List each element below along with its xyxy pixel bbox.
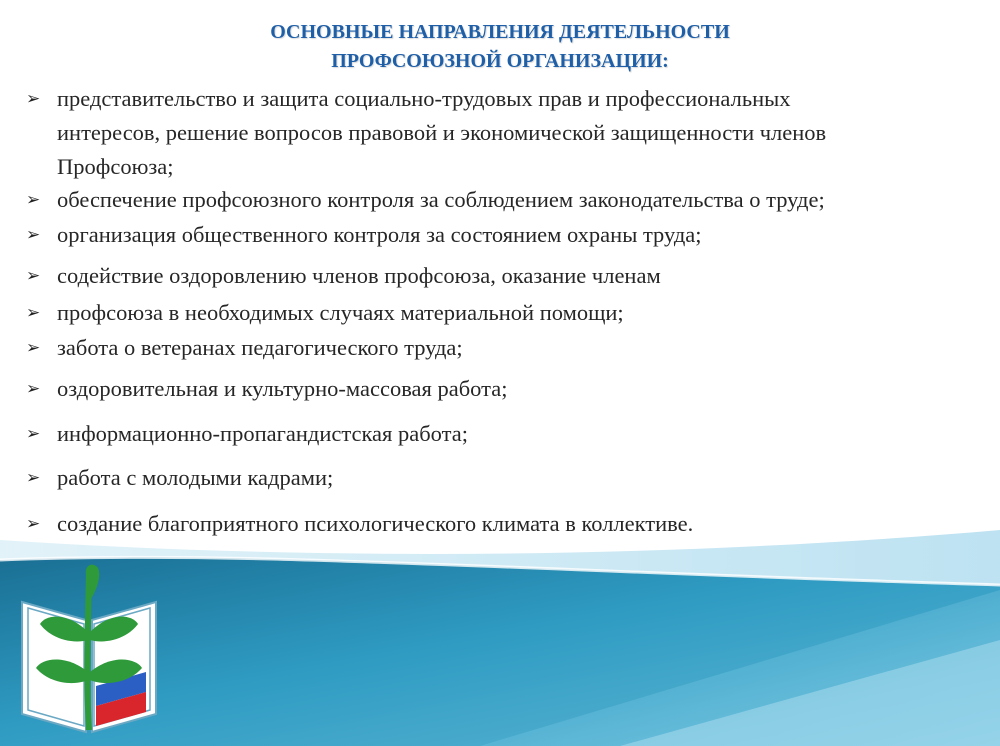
- arrow-bullet-icon: ➢: [26, 424, 41, 444]
- slide-title: [0, 18, 1000, 76]
- arrow-bullet-icon: ➢: [26, 468, 41, 488]
- list-item-line: создание благоприятного психологического климата в коллективе.: [57, 511, 694, 536]
- list-item-line: забота о ветеранах педагогического труда;: [57, 335, 463, 360]
- title-line-1: ОСНОВНЫЕ НАПРАВЛЕНИЯ ДЕЯТЕЛЬНОСТИ: [270, 21, 730, 43]
- list-item-line: информационно-пропагандистская работа;: [57, 421, 468, 446]
- list-item-line: Профсоюза;: [57, 154, 174, 179]
- arrow-bullet-icon: ➢: [26, 89, 41, 109]
- arrow-bullet-icon: ➢: [26, 266, 41, 286]
- list-item-line: обеспечение профсоюзного контроля за соблюдением законодательства о труде;: [57, 187, 825, 212]
- arrow-bullet-icon: ➢: [26, 303, 41, 323]
- list-item-line: организация общественного контроля за состоянием охраны труда;: [57, 222, 702, 247]
- arrow-bullet-icon: ➢: [26, 338, 41, 358]
- arrow-bullet-icon: ➢: [26, 190, 41, 210]
- union-logo: [18, 562, 160, 738]
- list-item-line: работа с молодыми кадрами;: [57, 465, 334, 490]
- list-item-line: оздоровительная и культурно-массовая работа;: [57, 376, 508, 401]
- list-item-line: интересов, решение вопросов правовой и экономической защищенности членов: [57, 120, 827, 145]
- arrow-bullet-icon: ➢: [26, 514, 41, 534]
- title-line-2: ПРОФСОЮЗНОЙ ОРГАНИЗАЦИИ:: [331, 50, 669, 72]
- arrow-bullet-icon: ➢: [26, 225, 41, 245]
- arrow-bullet-icon: ➢: [26, 379, 41, 399]
- list-item-line: профсоюза в необходимых случаях материальной помощи;: [57, 300, 624, 325]
- list-item-line: представительство и защита социально-трудовых прав и профессиональных: [57, 86, 791, 111]
- list-item-line: содействие оздоровлению членов профсоюза, оказание членам: [57, 263, 661, 288]
